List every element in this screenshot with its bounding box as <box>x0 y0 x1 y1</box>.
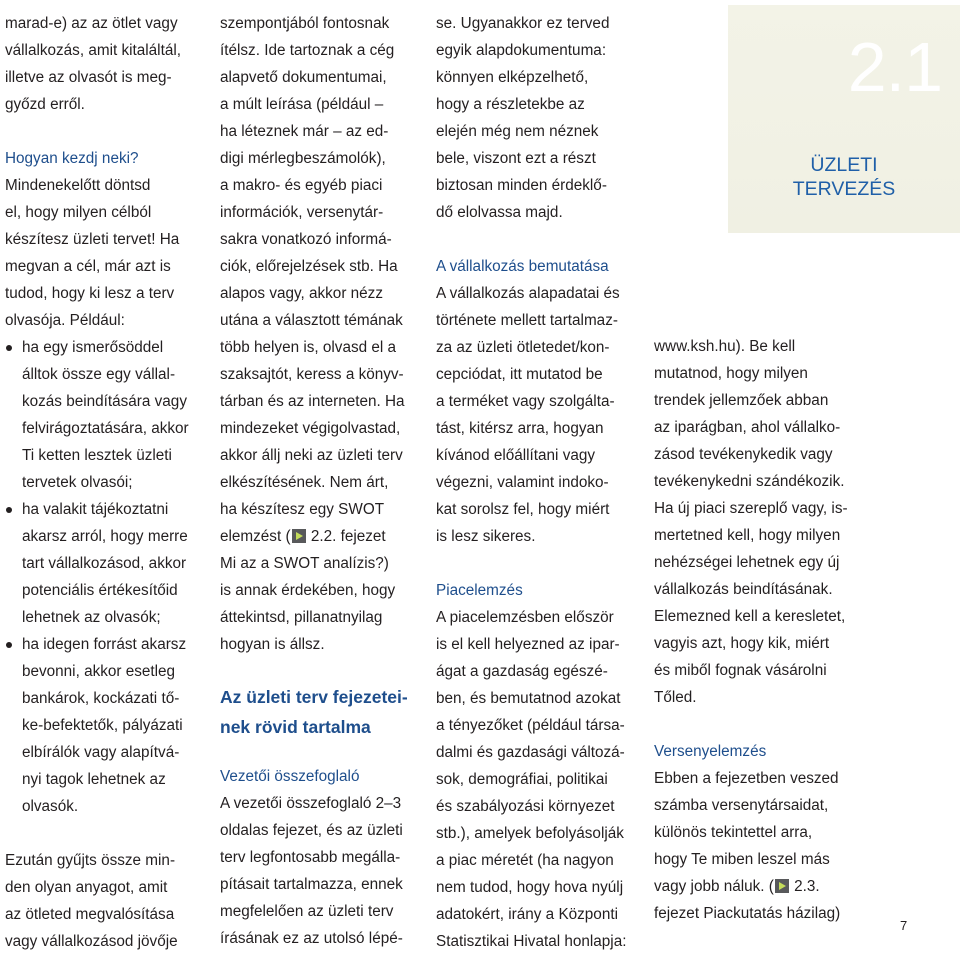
cross-reference-line: vagy jobb náluk. ( 2.3. <box>654 878 820 895</box>
cross-reference-link[interactable]: 2.2. fejezet <box>310 528 386 545</box>
subheading-vezetoi: Vezetői összefoglaló <box>220 768 360 785</box>
paragraph: A vezetői összefoglaló 2–3 oldalas fejezet, és az üzleti terv legfontosabb megálla- pításait tartalmazza, ennek megfelelően az üzleti terv írásának ez az utolsó lépé- <box>220 795 403 947</box>
reference-arrow-icon <box>292 529 306 543</box>
paragraph: szempontjából fontosnak ítélsz. Ide tartoznak a cég alapvető dokumentumai, a múlt leírása (például – ha léteznek már – az ed- digi mérlegbeszámolók), a makro- és egyéb piaci információk, versenytár- sakra vonatkozó informá- ciók, előrejelzések stb. Ha alapos vagy, akkor nézz utána a választott témának több helyen is, olvasd el a szaksajtót, keress a könyv- tárban és az interneten. Ha mindezeket végigolvastad, akkor állj neki az üzleti terv elkészítésének. Nem árt, ha készítesz egy SWOT elemzést ( 2.2. fejezet Mi az a SWOT analízis?) is annak érdekében, hogy áttekintsd, pillanatnyilag hogyan is állsz. <box>220 10 428 658</box>
column-4 <box>654 333 860 927</box>
cross-reference-link[interactable]: 2.3. <box>794 878 820 895</box>
chapter-box <box>728 5 960 233</box>
bullet-item: ha egy ismerősöddel álltok össze egy vállal- kozás beindítására vagy felvirágoztatására, akkor Ti ketten lesztek üzleti tervetek olvasói; <box>5 334 210 496</box>
paragraph: se. Ugyanakkor ez terved egyik alapdokumentuma: könnyen elképzelhető, hogy a részletekbe az elején még nem néznek bele, viszont ezt a részt biztosan minden érdeklő- dő elolvassa majd. <box>436 15 610 221</box>
paragraph: A vállalkozás alapadatai és története mellett tartalmaz- za az üzleti ötletedet/kon- cepciódat, itt mutatod be a terméket vagy szolgálta- tást, kitérsz arra, hogyan kívánod előállítani vagy végezni, valamint indoko- kat sorolsz fel, hogy miért is lesz sikeres. <box>436 285 620 545</box>
subheading-versenyelemzes: Versenyelemzés <box>654 743 767 760</box>
chapter-title: ÜZLETI TERVEZÉS <box>792 154 896 200</box>
section-heading-hogyan: Hogyan kezdj neki? <box>5 150 139 167</box>
section-heading-fejezetei: Az üzleti terv fejezetei- nek rövid tartalma <box>220 687 408 737</box>
subheading-vallalkozas: A vállalkozás bemutatása <box>436 258 609 275</box>
reference-arrow-icon <box>775 879 789 893</box>
paragraph: www.ksh.hu). Be kell mutatnod, hogy milyen trendek jellemzőek abban az iparágban, ahol vállalko- zásod tevékenykedik vagy tevékenykedni szándékozik. Ha új piaci szereplő vagy, is- mertetned kell, hogy milyen nehézségei lehetnek egy új vállalkozás beindításának. Elemezned kell a keresletet, vagyis azt, hogy kik, miért és miből fognak vásárolni Tőled. <box>654 338 848 706</box>
bullet-item: ha idegen forrást akarsz bevonni, akkor esetleg bankárok, kockázati tő- ke-befektetők, pályázati elbírálók vagy alapítvá- nyi tagok lehetnek az olvasók. <box>5 631 210 820</box>
paragraph: Ebben a fejezetben veszed számba versenytársaidat, különös tekintettel arra, hogy Te miben leszel más vagy jobb náluk. ( 2.3. fejezet Piackutatás házilag) <box>654 765 860 927</box>
chapter-number: 2.1 <box>847 28 942 106</box>
paragraph: A piacelemzésben először is el kell helyezned az ipar- ágat a gazdaság egészé- ben, és bemutatnod azokat a tényezőket (például társa- dalmi és gazdasági változá- sok, demográfiai, politikai és szabályozási környezet stb.), amelyek befolyásolják a piac méretét (ha nagyon nem tudod, hogy hova nyúlj adatokért, irány a Központi Statisztikai Hivatal honlapja: <box>436 609 627 950</box>
paragraph: Mindenekelőtt döntsd el, hogy milyen célból készítesz üzleti tervet! Ha megvan a cél, már azt is tudod, hogy ki lesz a terv olvasója. Például: <box>5 177 180 329</box>
cross-reference-line: elemzést ( 2.2. fejezet <box>220 528 386 545</box>
subheading-piacelemzes: Piacelemzés <box>436 582 523 599</box>
intro-paragraph: marad-e) az az ötlet vagy vállalkozás, amit kitaláltál, illetve az olvasót is meg- győzd erről. <box>5 15 181 113</box>
bullet-item: ha valakit tájékoztatni akarsz arról, hogy merre tart vállalkozásod, akkor potenciális értékesítőid lehetnek az olvasók; <box>5 496 210 631</box>
page-number: 7 <box>900 918 908 933</box>
column-2 <box>220 10 428 952</box>
column-1 <box>5 10 210 955</box>
column-3 <box>436 10 646 955</box>
paragraph: Ezután gyűjts össze min- den olyan anyagot, amit az ötleted megvalósítása vagy vállalkozásod jövője <box>5 852 178 950</box>
